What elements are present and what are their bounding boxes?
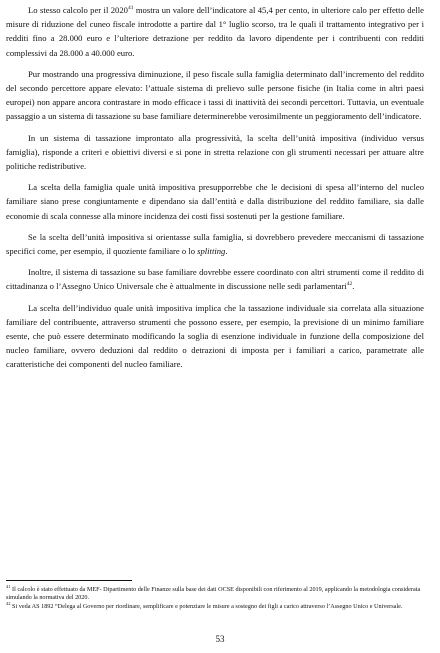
footnotes: [6, 583, 424, 612]
footnote-separator: [6, 580, 132, 581]
paragraph-7: La scelta dell’individuo quale unità impositiva implica che la tassazione individuale sia correlata alla situazione familiare del contribuente, attraverso strumenti che possono essere, per esempio, la previsione di un minimo familiare esente, che può essere determinato modificando la soglia di esenzione individuale in funzione della composizione del nucleo familiare, ovvero deduzioni dal reddito o detrazioni di imposta per i familiari a carico, parametrate alle caratteristiche dei componenti del nucleo familiare.: [6, 302, 424, 370]
page-number: 53: [215, 634, 225, 644]
paragraph-1-text: Lo stesso calcolo per il 2020: [28, 5, 128, 15]
paragraph-1: [6, 3, 424, 60]
footnote-ref-41[interactable]: 41: [127, 5, 134, 12]
footnote-42: [6, 600, 424, 611]
paragraph-5-text: Se la scelta dell’unità impositiva si orientasse sulla famiglia, si dovrebbero prevedere meccanismi di tassazione specifici come, per esempio, il quoziente familiare o lo: [6, 231, 424, 257]
footnote-42-text: Si veda AS 1892 “Delega al Governo per riordinare, semplificare e potenziare le misure a sostegno dei figli a carico attraverso l’Assegno Unico e Universale.: [10, 603, 403, 610]
paragraph-5: [6, 230, 424, 258]
paragraph-1-text-cont: mostra un valore dell’indicatore al 45,4 per cento, in ulteriore calo per effetto delle misure di riduzione del cuneo fiscale introdotte a partire dal 1° luglio scorso, tra le quali il trattamento integrativo per i redditi fino a 28.000 euro e l’ulteriore detrazione per reddito da lavoro dipendente per i contribuenti con redditi complessivi da 28.000 a 40.000 euro.: [6, 5, 424, 58]
paragraph-6: [6, 265, 424, 293]
footnote-41: [6, 583, 424, 602]
footnote-marker-42: 42: [6, 600, 11, 606]
paragraph-6-text: Inoltre, il sistema di tassazione su base familiare dovrebbe essere coordinato con altri strumenti come il reddito di cittadinanza o l’Assegno Unico Universale che è attualmente in discussione nelle sedi parlamentari: [6, 267, 424, 292]
footnote-marker-41: 41: [6, 583, 11, 589]
paragraph-4: La scelta della famiglia quale unità impositiva presupporrebbe che le decisioni di spesa all’interno del nucleo familiare siano prese congiuntamente e dipendano sia dall’entità e dalla distribuzione del reddito familiare, sia dalle economie di scala connesse alla minore incidenza dei costi fissi sostenuti per la gestione familiare.: [6, 182, 424, 221]
paragraph-6-text-cont: .: [352, 281, 355, 292]
paragraph-5-text-cont: .: [225, 246, 228, 257]
splitting-term: splitting: [197, 246, 226, 257]
paragraph-3: In un sistema di tassazione improntato alla progressività, la scelta dell’unità impositiva (individuo versus famiglia), risponde a criteri e obiettivi diversi e si pone in stretta relazione con gli strumenti necessari per attuare altre politiche redistributive.: [6, 132, 424, 172]
paragraph-2: Pur mostrando una progressiva diminuzione, il peso fiscale sulla famiglia determinato dall’incremento del reddito del secondo percettore appare elevato: l’attuale sistema di prelievo sulle persone fisiche (in Italia come in altri paesi europei) non appare ancora contrastare in modo efficace i tassi di inattività dei secondi percettori. Tuttavia, un eventuale passaggio a un sistema di tassazione su base familiare determinerebbe verosimilmente un peggioramento dell’indicatore.: [6, 68, 424, 122]
footnote-ref-42[interactable]: 42: [346, 281, 353, 288]
footnote-41-text: Il calcolo è stato effettuato da MEF- Dipartimento delle Finanze sulla base dei dati OCSE disponibili con riferimento al 2019, applicando la metodologia considerata simulando la normativa del 2020.: [6, 586, 421, 601]
